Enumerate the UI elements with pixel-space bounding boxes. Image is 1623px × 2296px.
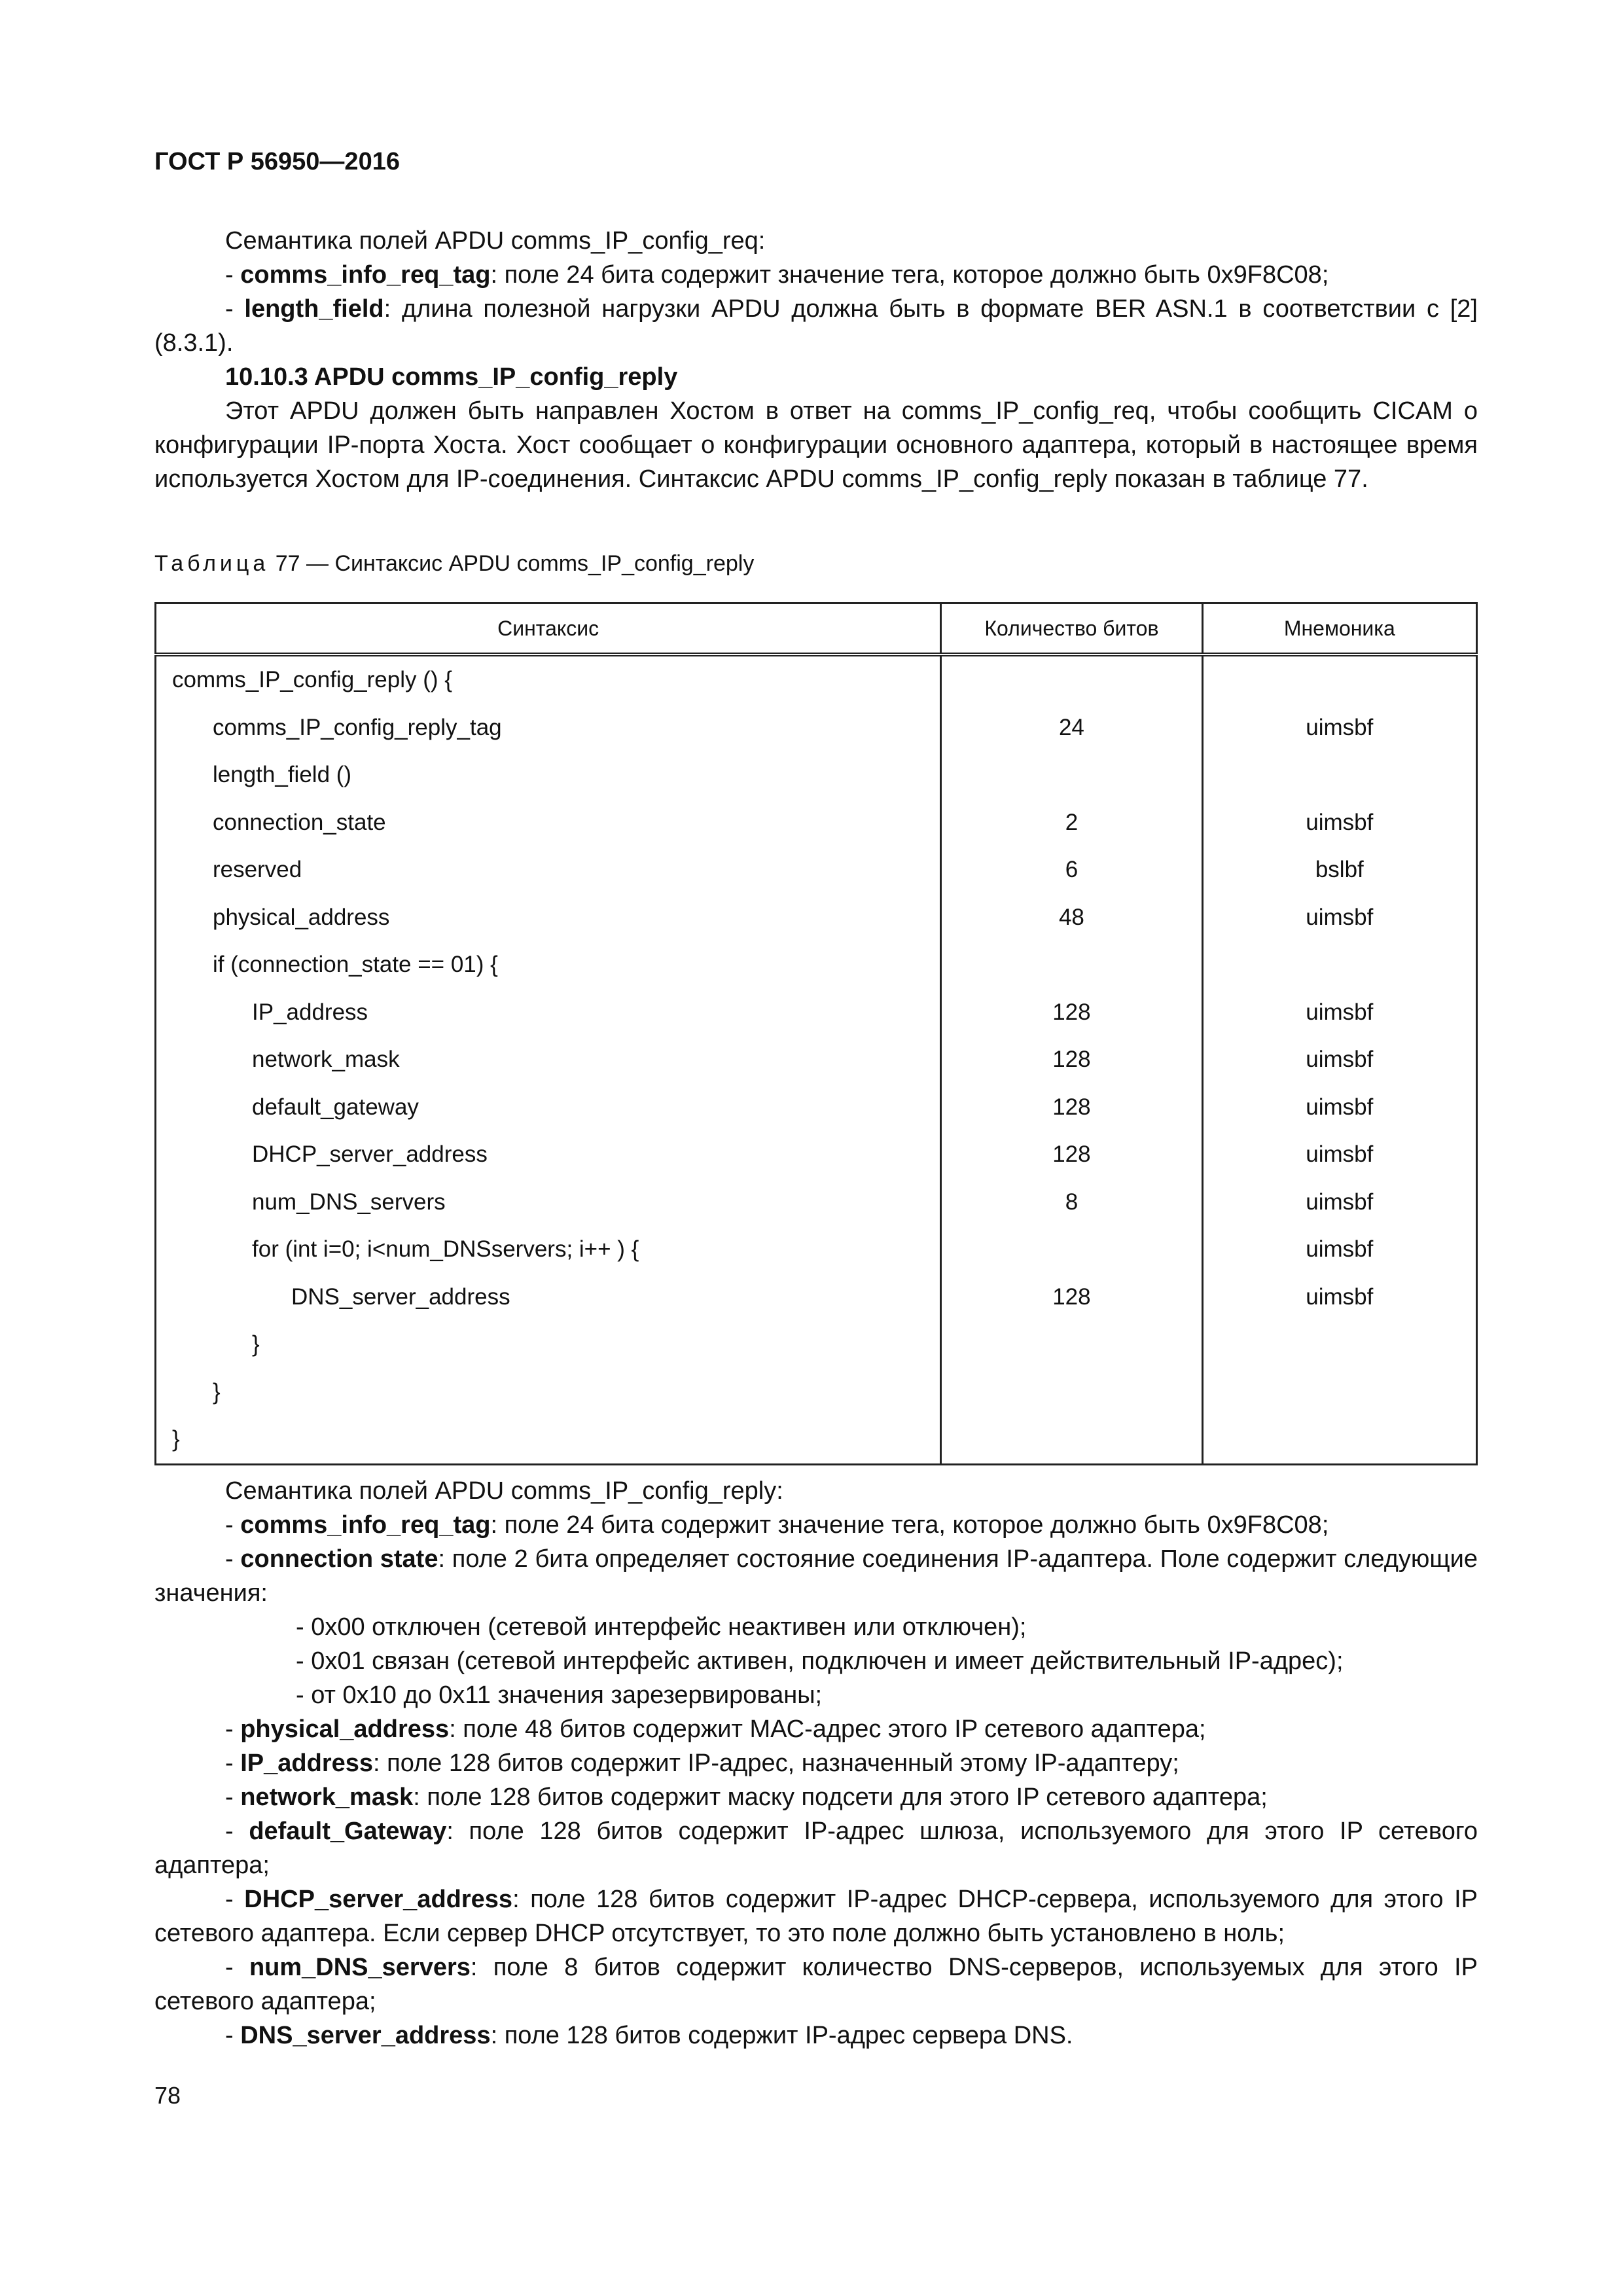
bits-cell: 128 bbox=[941, 989, 1202, 1037]
table-caption bbox=[154, 551, 754, 577]
field-desc-dhcp-server-address: - DHCP_server_address: поле 128 битов содержит IP-адрес DHCP-сервера, используемого для этого IP сетевого адаптера. Если сервер DHCP отсутствует, то это поле должно быть установлено в ноль; bbox=[154, 1886, 1478, 1947]
syntax-cell bbox=[156, 1036, 941, 1084]
mnemonic-cell: uimsbf bbox=[1202, 1036, 1476, 1084]
bits-cell bbox=[941, 1226, 1202, 1274]
syntax-cell bbox=[156, 1131, 941, 1179]
table-row bbox=[156, 799, 1477, 847]
table-row bbox=[156, 1131, 1477, 1179]
value-item: - 0x01 связан (сетевой интерфейс активен, подключен и имеет действительный IP-адрес); bbox=[296, 1647, 1344, 1675]
field-desc-connection-state: - connection state: поле 2 бита определяет состояние соединения IP-адаптера. Поле содержит следующие значения: bbox=[154, 1545, 1478, 1607]
syntax-cell bbox=[156, 846, 941, 894]
mnemonic-cell: uimsbf bbox=[1202, 1084, 1476, 1132]
table-header-row bbox=[156, 603, 1477, 655]
bits-cell bbox=[941, 1321, 1202, 1369]
field-name: DNS_server_address bbox=[240, 2022, 491, 2049]
table-caption-prefix: Таблица bbox=[154, 551, 270, 576]
bits-cell bbox=[941, 1369, 1202, 1416]
table-row bbox=[156, 1179, 1477, 1227]
field-name: physical_address bbox=[240, 1715, 450, 1743]
syntax-text: connection_state bbox=[213, 809, 386, 835]
field-desc-default-gateway: - default_Gateway: поле 128 битов содержит IP-адрес шлюза, используемого для этого IP сетевого адаптера; bbox=[154, 1818, 1478, 1879]
mnemonic-cell bbox=[1202, 1369, 1476, 1416]
syntax-cell bbox=[156, 751, 941, 799]
field-name: default_Gateway bbox=[249, 1818, 447, 1845]
value-text: от 0x10 до 0x11 значения зарезервированы; bbox=[311, 1681, 823, 1709]
mnemonic-cell bbox=[1202, 1416, 1476, 1464]
mnemonic-cell bbox=[1202, 941, 1476, 989]
mnemonic-cell bbox=[1202, 655, 1476, 704]
syntax-text: for (int i=0; i<num_DNSservers; i++ ) { bbox=[252, 1236, 639, 1263]
field-text: : поле 2 бита определяет состояние соединения IP-адаптера. Поле содержит следующие значения: bbox=[154, 1545, 1478, 1607]
field-text: : поле 128 битов содержит IP-адрес, назначенный этому IP-адаптеру; bbox=[373, 1749, 1179, 1777]
field-desc-comms-info-req-tag: - comms_info_req_tag: поле 24 бита содержит значение тега, которое должно быть 0x9F8C08; bbox=[225, 261, 1329, 289]
mnemonic-cell: bslbf bbox=[1202, 846, 1476, 894]
mnemonic-cell: uimsbf bbox=[1202, 1179, 1476, 1227]
field-desc-comms-info-req-tag: - comms_info_req_tag: поле 24 бита содержит значение тега, которое должно быть 0x9F8C08; bbox=[225, 1511, 1329, 1539]
field-desc-dns-server-address: - DNS_server_address: поле 128 битов содержит IP-адрес сервера DNS. bbox=[225, 2022, 1073, 2049]
field-name: num_DNS_servers bbox=[249, 1954, 471, 1981]
field-text: : поле 128 битов содержит IP-адрес DHCP-сервера, используемого для этого IP сетевого адаптера. Если сервер DHCP отсутствует, то это поле должно быть установлено в ноль; bbox=[154, 1886, 1478, 1947]
syntax-cell bbox=[156, 989, 941, 1037]
syntax-cell bbox=[156, 655, 941, 704]
field-text: : поле 128 битов содержит IP-адрес сервера DNS. bbox=[490, 2022, 1073, 2049]
value-item: - от 0x10 до 0x11 значения зарезервированы; bbox=[296, 1681, 823, 1709]
bits-cell: 128 bbox=[941, 1131, 1202, 1179]
syntax-cell bbox=[156, 1226, 941, 1274]
field-name: comms_info_req_tag bbox=[240, 1511, 491, 1539]
table-row bbox=[156, 941, 1477, 989]
syntax-cell bbox=[156, 799, 941, 847]
field-desc-physical-address: - physical_address: поле 48 битов содержит МАС-адрес этого IP сетевого адаптера; bbox=[225, 1715, 1206, 1743]
syntax-text: num_DNS_servers bbox=[252, 1189, 446, 1215]
table-row bbox=[156, 1084, 1477, 1132]
mnemonic-cell: uimsbf bbox=[1202, 1226, 1476, 1274]
mnemonic-cell: uimsbf bbox=[1202, 799, 1476, 847]
field-name: length_field bbox=[244, 295, 384, 323]
table-row bbox=[156, 894, 1477, 942]
mnemonic-cell: uimsbf bbox=[1202, 989, 1476, 1037]
mnemonic-cell: uimsbf bbox=[1202, 704, 1476, 752]
table-row bbox=[156, 1274, 1477, 1321]
table-caption-title: 77 — Синтаксис APDU comms_IP_config_reply bbox=[269, 551, 755, 576]
bits-cell: 6 bbox=[941, 846, 1202, 894]
mnemonic-cell bbox=[1202, 751, 1476, 799]
mnemonic-cell: uimsbf bbox=[1202, 894, 1476, 942]
syntax-cell bbox=[156, 894, 941, 942]
bits-cell: 8 bbox=[941, 1179, 1202, 1227]
table-row bbox=[156, 751, 1477, 799]
field-text: : длина полезной нагрузки APDU должна быть в формате BER ASN.1 в соответствии с [2] (8.3.1). bbox=[154, 295, 1478, 357]
field-text: : поле 128 битов содержит IP-адрес шлюза, используемого для этого IP сетевого адаптера; bbox=[154, 1818, 1478, 1879]
table-row bbox=[156, 1321, 1477, 1369]
table-row bbox=[156, 1416, 1477, 1464]
header-bits: Количество битов bbox=[941, 603, 1202, 655]
syntax-text: DHCP_server_address bbox=[252, 1141, 488, 1168]
syntax-cell bbox=[156, 1416, 941, 1464]
field-text: : поле 128 битов содержит маску подсети для этого IP сетевого адаптера; bbox=[413, 1784, 1268, 1811]
bits-cell bbox=[941, 941, 1202, 989]
syntax-text: physical_address bbox=[213, 904, 390, 930]
field-text: : поле 24 бита содержит значение тега, которое должно быть 0x9F8C08; bbox=[490, 261, 1329, 289]
syntax-cell bbox=[156, 1084, 941, 1132]
bits-cell bbox=[941, 751, 1202, 799]
field-desc-length-field: - length_field: длина полезной нагрузки APDU должна быть в формате BER ASN.1 в соответствии с [2] (8.3.1). bbox=[154, 295, 1478, 357]
bits-cell: 24 bbox=[941, 704, 1202, 752]
syntax-text: comms_IP_config_reply_tag bbox=[213, 714, 502, 740]
field-text: : поле 24 бита содержит значение тега, которое должно быть 0x9F8C08; bbox=[490, 1511, 1329, 1539]
bits-cell: 128 bbox=[941, 1036, 1202, 1084]
field-name: network_mask bbox=[240, 1784, 414, 1811]
bits-cell bbox=[941, 655, 1202, 704]
section-paragraph: Этот APDU должен быть направлен Хостом в ответ на comms_IP_config_req, чтобы сообщить CICAM о конфигурации IP-порта Хоста. Хост сообщает о конфигурации основного адаптера, который в настоящее время используется Хостом для IP-соединения. Синтаксис APDU comms_IP_config_reply показан в таблице 77. bbox=[154, 397, 1478, 493]
bits-cell: 128 bbox=[941, 1274, 1202, 1321]
syntax-text: default_gateway bbox=[252, 1094, 419, 1120]
field-desc-network-mask: - network_mask: поле 128 битов содержит маску подсети для этого IP сетевого адаптера; bbox=[225, 1784, 1268, 1811]
table-row bbox=[156, 989, 1477, 1037]
syntax-text: comms_IP_config_reply () { bbox=[172, 667, 452, 693]
field-desc-ip-address: - IP_address: поле 128 битов содержит IP-адрес, назначенный этому IP-адаптеру; bbox=[225, 1749, 1179, 1777]
page-number: 78 bbox=[154, 2082, 181, 2109]
bits-cell: 48 bbox=[941, 894, 1202, 942]
bits-cell: 2 bbox=[941, 799, 1202, 847]
header-mnemonic: Мнемоника bbox=[1202, 603, 1476, 655]
mnemonic-cell: uimsbf bbox=[1202, 1274, 1476, 1321]
table-row bbox=[156, 1036, 1477, 1084]
mnemonic-cell: uimsbf bbox=[1202, 1131, 1476, 1179]
field-name: IP_address bbox=[240, 1749, 374, 1777]
bits-cell bbox=[941, 1416, 1202, 1464]
field-name: comms_info_req_tag bbox=[240, 261, 491, 289]
syntax-cell bbox=[156, 1274, 941, 1321]
header-syntax: Синтаксис bbox=[156, 603, 941, 655]
syntax-text: if (connection_state == 01) { bbox=[213, 952, 498, 978]
syntax-text: reserved bbox=[213, 857, 302, 883]
reply-semantics-title: Семантика полей APDU comms_IP_config_reply: bbox=[225, 1477, 783, 1505]
table-row bbox=[156, 704, 1477, 752]
syntax-text: DNS_server_address bbox=[291, 1283, 510, 1310]
table-row bbox=[156, 1226, 1477, 1274]
field-name: DHCP_server_address bbox=[244, 1886, 513, 1913]
syntax-cell bbox=[156, 1369, 941, 1416]
value-text: 0x01 связан (сетевой интерфейс активен, подключен и имеет действительный IP-адрес); bbox=[311, 1647, 1344, 1675]
table-row bbox=[156, 846, 1477, 894]
syntax-text: length_field () bbox=[213, 762, 352, 788]
syntax-cell bbox=[156, 1179, 941, 1227]
syntax-text: network_mask bbox=[252, 1047, 400, 1073]
field-desc-num-dns-servers: - num_DNS_servers: поле 8 битов содержит количество DNS-серверов, используемых для этого IP сетевого адаптера; bbox=[154, 1954, 1478, 2015]
syntax-cell bbox=[156, 941, 941, 989]
section-heading: 10.10.3 APDU comms_IP_config_reply bbox=[225, 363, 678, 391]
table-row bbox=[156, 655, 1477, 704]
syntax-table bbox=[154, 602, 1478, 1465]
semantics-title: Семантика полей APDU comms_IP_config_req: bbox=[225, 227, 766, 255]
syntax-text: } bbox=[172, 1426, 180, 1452]
table-row bbox=[156, 1369, 1477, 1416]
value-text: 0x00 отключен (сетевой интерфейс неактивен или отключен); bbox=[311, 1613, 1027, 1641]
value-item: - 0x00 отключен (сетевой интерфейс неактивен или отключен); bbox=[296, 1613, 1027, 1641]
syntax-text: } bbox=[252, 1331, 260, 1357]
mnemonic-cell bbox=[1202, 1321, 1476, 1369]
syntax-text: IP_address bbox=[252, 999, 368, 1025]
field-name: connection state bbox=[240, 1545, 438, 1573]
document-header: ГОСТ Р 56950—2016 bbox=[154, 148, 400, 175]
syntax-cell bbox=[156, 704, 941, 752]
bits-cell: 128 bbox=[941, 1084, 1202, 1132]
field-text: : поле 8 битов содержит количество DNS-серверов, используемых для этого IP сетевого адаптера; bbox=[154, 1954, 1478, 2015]
field-text: : поле 48 битов содержит МАС-адрес этого IP сетевого адаптера; bbox=[449, 1715, 1206, 1743]
syntax-cell bbox=[156, 1321, 941, 1369]
syntax-text: } bbox=[213, 1378, 221, 1405]
